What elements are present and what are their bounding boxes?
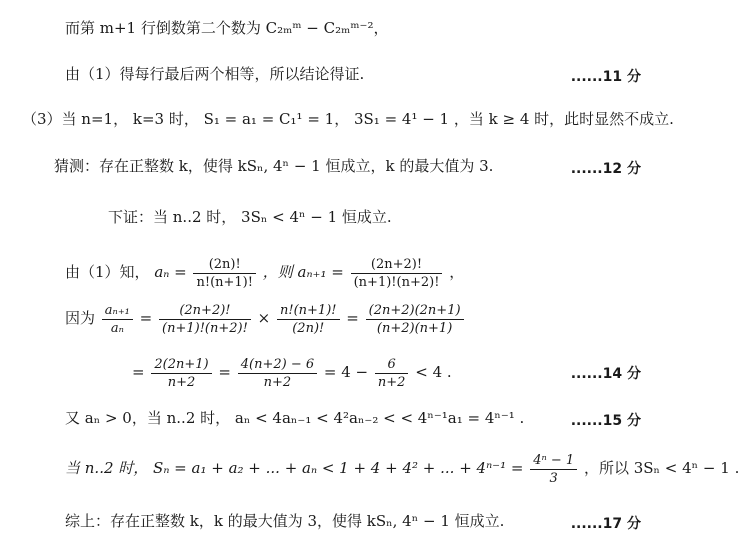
- line-5: 下证：当 n..2 时， 3Sₙ < 4ⁿ − 1 恒成立.: [108, 208, 392, 226]
- conclusion-3sn: ，所以 3Sₙ < 4ⁿ − 1 .: [583, 459, 739, 477]
- factor-1-denominator: (n+1)!(n+2)!: [162, 320, 248, 336]
- line-8: [132, 352, 452, 392]
- product-numerator: (2n+2)(2n+1): [366, 302, 464, 320]
- an1-fraction: [351, 256, 443, 291]
- line-7: [65, 298, 466, 338]
- product-denominator: (n+2)(n+1): [376, 320, 453, 336]
- score-14: ......14 分: [570, 366, 641, 382]
- score-11: ......11 分: [570, 69, 641, 85]
- factor-2-denominator: (2n)!: [292, 320, 325, 336]
- line-6: [65, 252, 464, 292]
- equals-2: =: [346, 309, 359, 327]
- four-minus: = 4 −: [323, 363, 369, 381]
- line-7-intro: 因为: [65, 309, 96, 327]
- line-6-intro: 由（1）知，: [65, 263, 150, 281]
- simplified-1-denominator: n+2: [167, 374, 196, 390]
- less-than-four: < 4 .: [415, 363, 452, 381]
- ratio-fraction: [102, 302, 133, 337]
- geometric-sum-denominator: 3: [549, 470, 558, 486]
- an1-numerator: (2n+2)!: [351, 256, 443, 274]
- an-fraction: [193, 256, 256, 291]
- an-label: aₙ =: [154, 263, 187, 281]
- line-3: （3）当 n=1， k=3 时， S₁ = a₁ = C₁¹ = 1， 3S₁ = 4¹ − 1 ，当 k ≥ 4 时，此时显然不成立.: [22, 110, 674, 128]
- simplified-fraction-2: [238, 356, 317, 391]
- factor-2-numerator: n!(n+1)!: [277, 302, 340, 320]
- score-17: ......17 分: [570, 516, 641, 532]
- simplified-fraction-1: [151, 356, 211, 391]
- factor-fraction-2: [277, 302, 340, 337]
- sum-inequality: 当 n..2 时， Sₙ = a₁ + a₂ + ... + aₙ < 1 + 4 + 4² + ... + 4ⁿ⁻¹ =: [65, 459, 524, 477]
- line-6-end: ，: [449, 263, 465, 281]
- times-sign: ×: [257, 309, 271, 327]
- line-9: 又 aₙ > 0，当 n..2 时， aₙ < 4aₙ₋₁ < 4²aₙ₋₂ < < 4ⁿ⁻¹a₁ = 4ⁿ⁻¹ .: [65, 409, 525, 427]
- geometric-sum-fraction: [530, 452, 577, 487]
- geometric-sum-numerator: 4ⁿ − 1: [530, 452, 577, 470]
- line-2: 由（1）得每行最后两个相等，所以结论得证.: [65, 65, 365, 83]
- an-denominator: n!(n+1)!: [196, 274, 253, 290]
- ratio-numerator: aₙ₊₁: [102, 302, 133, 320]
- factor-fraction-1: [159, 302, 251, 337]
- score-12: ......12 分: [570, 161, 641, 177]
- score-15: ......15 分: [570, 413, 641, 429]
- equals-3: =: [218, 363, 231, 381]
- factor-1-numerator: (2n+2)!: [159, 302, 251, 320]
- simplified-2-denominator: n+2: [263, 374, 292, 390]
- simplified-2-numerator: 4(n+2) − 6: [238, 356, 317, 374]
- an1-denominator: (n+1)!(n+2)!: [353, 274, 440, 290]
- an-numerator: (2n)!: [193, 256, 256, 274]
- an1-label: ，则 aₙ₊₁ =: [262, 263, 344, 281]
- simplified-1-numerator: 2(2n+1): [151, 356, 211, 374]
- line-4: 猜测：存在正整数 k，使得 kSₙ, 4ⁿ − 1 恒成立，k 的最大值为 3.: [54, 157, 494, 175]
- simplified-3-numerator: 6: [375, 356, 409, 374]
- product-fraction: [366, 302, 464, 337]
- equals-0: =: [132, 363, 145, 381]
- simplified-fraction-3: [375, 356, 409, 391]
- line-10: [65, 448, 739, 488]
- line-11: 综上：存在正整数 k，k 的最大值为 3，使得 kSₙ, 4ⁿ − 1 恒成立.: [65, 512, 505, 530]
- equals-1: =: [139, 309, 153, 327]
- ratio-denominator: aₙ: [110, 320, 124, 336]
- simplified-3-denominator: n+2: [377, 374, 406, 390]
- line-1: 而第 m+1 行倒数第二个数为 C₂ₘᵐ − C₂ₘᵐ⁻²，: [65, 19, 389, 37]
